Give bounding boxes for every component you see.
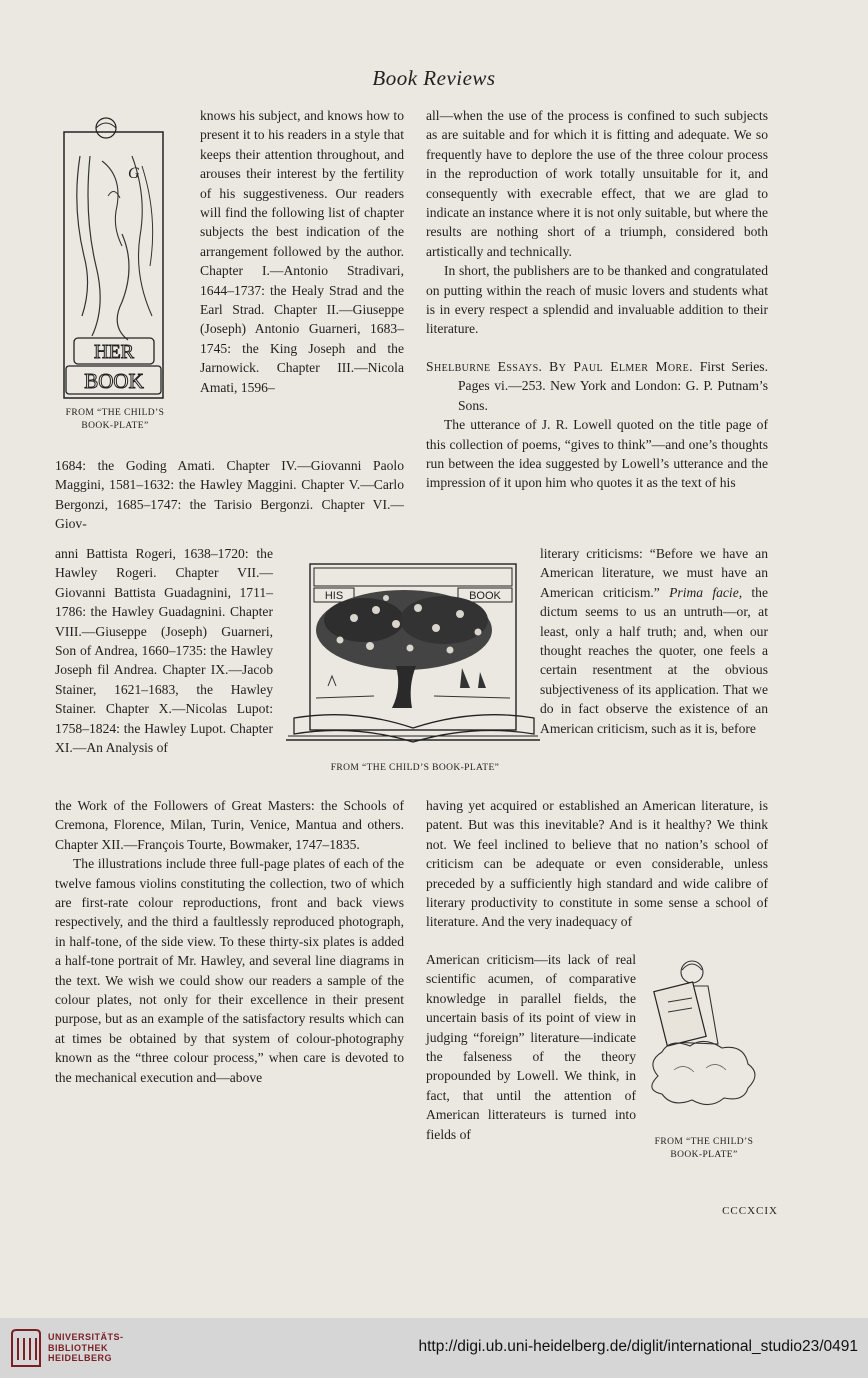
review-details: First Series. Pages vi.—253. New York and London: G. P. Putnam’s Sons. (458, 358, 768, 413)
right-para-1: all—when the use of the process is confined to such subjects as are suitable and for which it is fitting and adequate. We so frequently have to deplore the use of the three colour process in the reproduction of work totally unsuitable for it, and consequently with execrable effect, that we are glad to indicate an instance where it is not only suitable, but where the results are nothing short of a triumph, considered both artistically and technically. (426, 108, 769, 259)
fig1-caption-line1: FROM “THE CHILD’S (65, 408, 165, 418)
left-text-full-1 (55, 456, 404, 534)
right-para-3c: having yet acquired or established an American literature, is patent. But was this inevitable? And is it healthy? We think not. We feel inclined to believe that no nation’s school of criticism can be adequate or even considerable, unless preceded by a sufficiently high standard and wide calibre of literary productivity to constitute in some sense a school of literature. And the very inadequacy of (426, 798, 768, 930)
fig1-caption (40, 407, 190, 433)
left-text-full-2 (55, 796, 404, 1087)
right-para-3b-part2: the dictum seems to us an untruth—or, at least, only a half truth; and, when our thought reaches the quoter, one feels a certain resentment at the obvious subjectiveness of its application. That we do in fact observe the existence of an American criticism, such as it is, before (540, 584, 768, 736)
left-text-beside-fig2 (55, 544, 273, 757)
folio-number: CCCXCIX (722, 1205, 778, 1217)
library-line3: HEIDELBERG (48, 1353, 113, 1363)
university-library-logo-icon (10, 1328, 42, 1373)
roland-payne-plate-illustration (284, 558, 546, 758)
review-title: Shelburne Essays. (426, 358, 543, 374)
right-text-beside-fig2 (540, 544, 768, 738)
her-plate-word-1: HER (94, 341, 134, 363)
roland-plate-book: BOOK (469, 590, 501, 602)
library-line1: UNIVERSITÄTS- (48, 1332, 124, 1342)
right-para-3a: The utterance of J. R. Lowell quoted on the title page of this collection of poems, “gives to think”—and one’s thoughts run between the idea suggested by Lowell’s utterance and the impression of it upon him who quotes it as the text of his (426, 417, 768, 491)
left-para-1a: knows his subject, and knows how to present it to his readers in a style that keeps their attention throughout, and arouses their interest by the fertility of his suggestiveness. Our readers will find the following list of chapter subjects the best indication of the arrangement followed by the author. Chapter I.—Antonio Stradivari, 1644–1737: the Healy Strad and the Earl Strad. Chapter II.—Giuseppe (Joseph) Antonio Guarneri, 1683–1745: the King Joseph and the Jarnowick. Chapter III.—Nicola Amati, 1596– (200, 108, 404, 395)
fig3-caption-line2: BOOK-PLATE” (670, 1150, 738, 1160)
right-para-2: In short, the publishers are to be thanked and congratulated on putting within the reach of music lovers and students what is in every respect a splendid and invaluable addition to their literature. (426, 263, 768, 337)
running-title: Book Reviews (372, 66, 496, 90)
her-book-plate-illustration (62, 116, 166, 400)
viewer-footer (0, 1318, 868, 1378)
child-cloud-illustration (640, 952, 768, 1130)
right-para-3d: American criticism—its lack of real scientific acumen, of comparative knowledge in parallel fields, the uncertain basis of its point of view in judging “foreign” literature—indicate the falseness of the theory propounded by Lowell. We think, in fact, that until the attention of American litterateurs is turned into fields of (426, 952, 636, 1142)
roland-plate-his: HIS (324, 590, 344, 602)
fig3-caption (628, 1136, 780, 1162)
left-para-1b: 1684: the Goding Amati. Chapter IV.—Giovanni Paolo Maggini, 1581–1632: the Hawley Maggini. Chapter V.—Carlo Bergonzi, 1685–1747: the Tarisio Bergonzi. Chapter VI.—Giov- (55, 458, 404, 532)
her-plate-word-2: BOOK (84, 369, 144, 393)
fig3-caption-line1: FROM “THE CHILD’S (654, 1137, 754, 1147)
right-text-beside-fig3 (426, 950, 636, 1144)
child-cloud-plate (640, 952, 768, 1130)
right-para-3b-part1: literary criticisms: “Before we have an American literature, we must have an American criticism.” (540, 546, 768, 600)
left-para-2: The illustrations include three full-page plates of each of the twelve famous violins constituting the collection, two of which are first-rate colour reproductions, front and back views respectively, and the third a faultlessly reproduced photograph, in half-tone, of the side view. To these thirty-six plates is added a half-tone portrait of Mr. Hawley, and several line diagrams in the text. We wish we could show our readers a sample of the colour plates, not only for their excellence in their present purpose, but as an example of the satisfactory results which can at times be obtained by that system of colour-photography known as the “three colour process,” when care is devoted to the mechanical execution and—above (55, 856, 404, 1085)
left-para-1d: the Work of the Followers of Great Masters: the Schools of Cremona, Florence, Milan, Turin, Venice, Mantua and others. Chapter XII.—François Tourte, Bowmaker, 1747–1835. (55, 798, 404, 852)
page-url-link[interactable]: http://digi.ub.uni-heidelberg.de/diglit/international_studio23/0491 (418, 1338, 858, 1355)
left-text-beside-fig1 (200, 106, 404, 397)
right-para-3b-italic: Prima facie, (669, 584, 743, 600)
right-text-1 (426, 106, 768, 493)
left-para-1c: anni Battista Rogeri, 1638–1720: the Hawley Rogeri. Chapter VII.—Giovanni Battista Guadagnini, 1711–1786: the Hawley Guadagnini. Chapter VIII.—Giuseppe (Joseph) Guarneri, Son of Andrea, 1660–1735: the Hawley Joseph fil Andrea. Chapter IX.—Jacob Stainer, 1621–1683, the Hawley Stainer. Chapter X.—Nicolas Lupot: 1758–1824: the Hawley Lupot. Chapter XI.—An Analysis of (55, 546, 273, 756)
review-heading (426, 357, 768, 415)
fig2-caption: FROM “THE CHILD’S BOOK-PLATE” (330, 763, 500, 773)
roland-payne-plate (284, 558, 546, 758)
review-author: By Paul Elmer More. (549, 358, 693, 374)
library-line2: BIBLIOTHEK (48, 1342, 108, 1353)
right-text-full-2 (426, 796, 768, 932)
university-library-name (48, 1332, 124, 1364)
svg-text:G: G (128, 165, 140, 182)
right-para-3b (540, 544, 768, 738)
fig1-caption-line2: BOOK-PLATE” (81, 421, 149, 431)
her-book-plate (62, 116, 166, 400)
